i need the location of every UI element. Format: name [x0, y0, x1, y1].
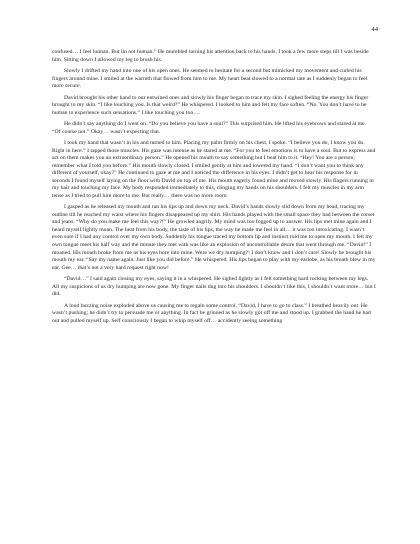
- paragraph: confused… I feel human. But im not human.” He mumbled turning his attention back to his hands. I took a few more steps till I was beside him. Sitting down I allowed my leg to brush his.: [52, 49, 369, 63]
- page-number: 44: [371, 26, 378, 33]
- paragraph: “David…” I said again closing my eyes, saying it in a whispered. He sighed lightly as I felt something hard rocking between my legs. All my suspicions of us dry humping are now gone. My finger nails dug into his shoulders. I shouldn’t like this, I shouldn’t want more… but I did.: [52, 276, 376, 298]
- paragraph: Slowly I drifted my hand into one of his open ones. He seemed to hesitate for a second but mimicked my movement and curled his fingers around mine. I smiled at the warmth that flowed from him to me. My heart beat slowed to a normal rate as I suddenly began to feel more secure.: [52, 67, 368, 90]
- paragraph: I took my hand that wasn’t in his and turned to him. Placing my palm firmly on his chest, I spoke. “I believe you do, I know you do. Right in here.” I tapped those muscles. His gaze was intense as he stared at me. “For you to feel emotions is to have a soul. But to express and act on them makes you an extraordinary person.” He opened his mouth to say something but I beat him to it. “Hey! You are a person; remember what I told you before.” His mouth slowly closed. I smiled gently at him and lowered my hand. “I don’t want you to think any different of yourself, okay?” He continued to gaze at me and I noticed the difference in his eyes. I didn’t get to hear his response for in seconds I found myself laying on the floor with David on top of me. His mouth eagerly found mine and moved slowly. His fingers running in my hair and touching my face. My body responded immediately to this, clinging my hands on his shoulders. I felt my muscles in my arm tense as I tried to pull him more to me. But really… there was no more room.: [52, 140, 376, 199]
- paragraph: A loud buzzing noise exploded above us causing me to regain some control. “David, I have to go to class.” I breathed heavily out. He wasn’t pushing; he didn’t try to persuade me or anything. In fact he grinned as he slowly got off me and stood up. I grabbed the hand he had out and pulled myself up. Self consciously I began to whip myself off… accidently seeing something: [52, 302, 371, 324]
- body-text: [52, 49, 376, 329]
- paragraph: David brought his other hand to our entwined ones and slowly his finger began to trace my skin. I sighed feeling the energy his finger brought to my skin. “I like touching you. Is that weird?” He whispered. I looked to him and felt my face soften. “No. You don’t have to be human to experience such sensations.” I like touching you too….: [52, 94, 369, 116]
- paragraph: He didn’t say anything do I went on. “Do you believe you have a soul?” This surprised him. He lifted his eyebrows and stared at me. “Of course not.” Okay… wasn’t expecting that.: [52, 121, 367, 135]
- paragraph: I gasped as he released my mouth and ran his lips up and down my neck. David’s hands slowly slid down from my head, tracing my outline till he reached my waist where his fingers disappeared up my shirt. His hands played with the small space they had between the corset and jeans. “Why do you make me feel this way?!” He growled angrily. My mind was too fogged up to answer. His lips met mine again and I heard myself lightly moan. The heat from his body, the taste of his lips, the way he made me feel in all… it was too intoxicating. I wasn’t even sure if I had any control over my own body. Suddenly his tongue traced my bottom lip and instinct told me to open my mouth. I felt my own tongue meet his half way and the minute they met with was like an explosion of uncontrollable desire that went through me. “David!” I moaned. His mouth broke from me as his eyes bore into mine. Were we dry humping?! I don’t know and I don’t care! Slowly he brought his mouth my ear. “Say my name again. Just like you did before.” He whispered. His lips began to play with my earlobe, as his breath blew in my ear. Gee… that’s not a very hard request right now!: [52, 204, 376, 271]
